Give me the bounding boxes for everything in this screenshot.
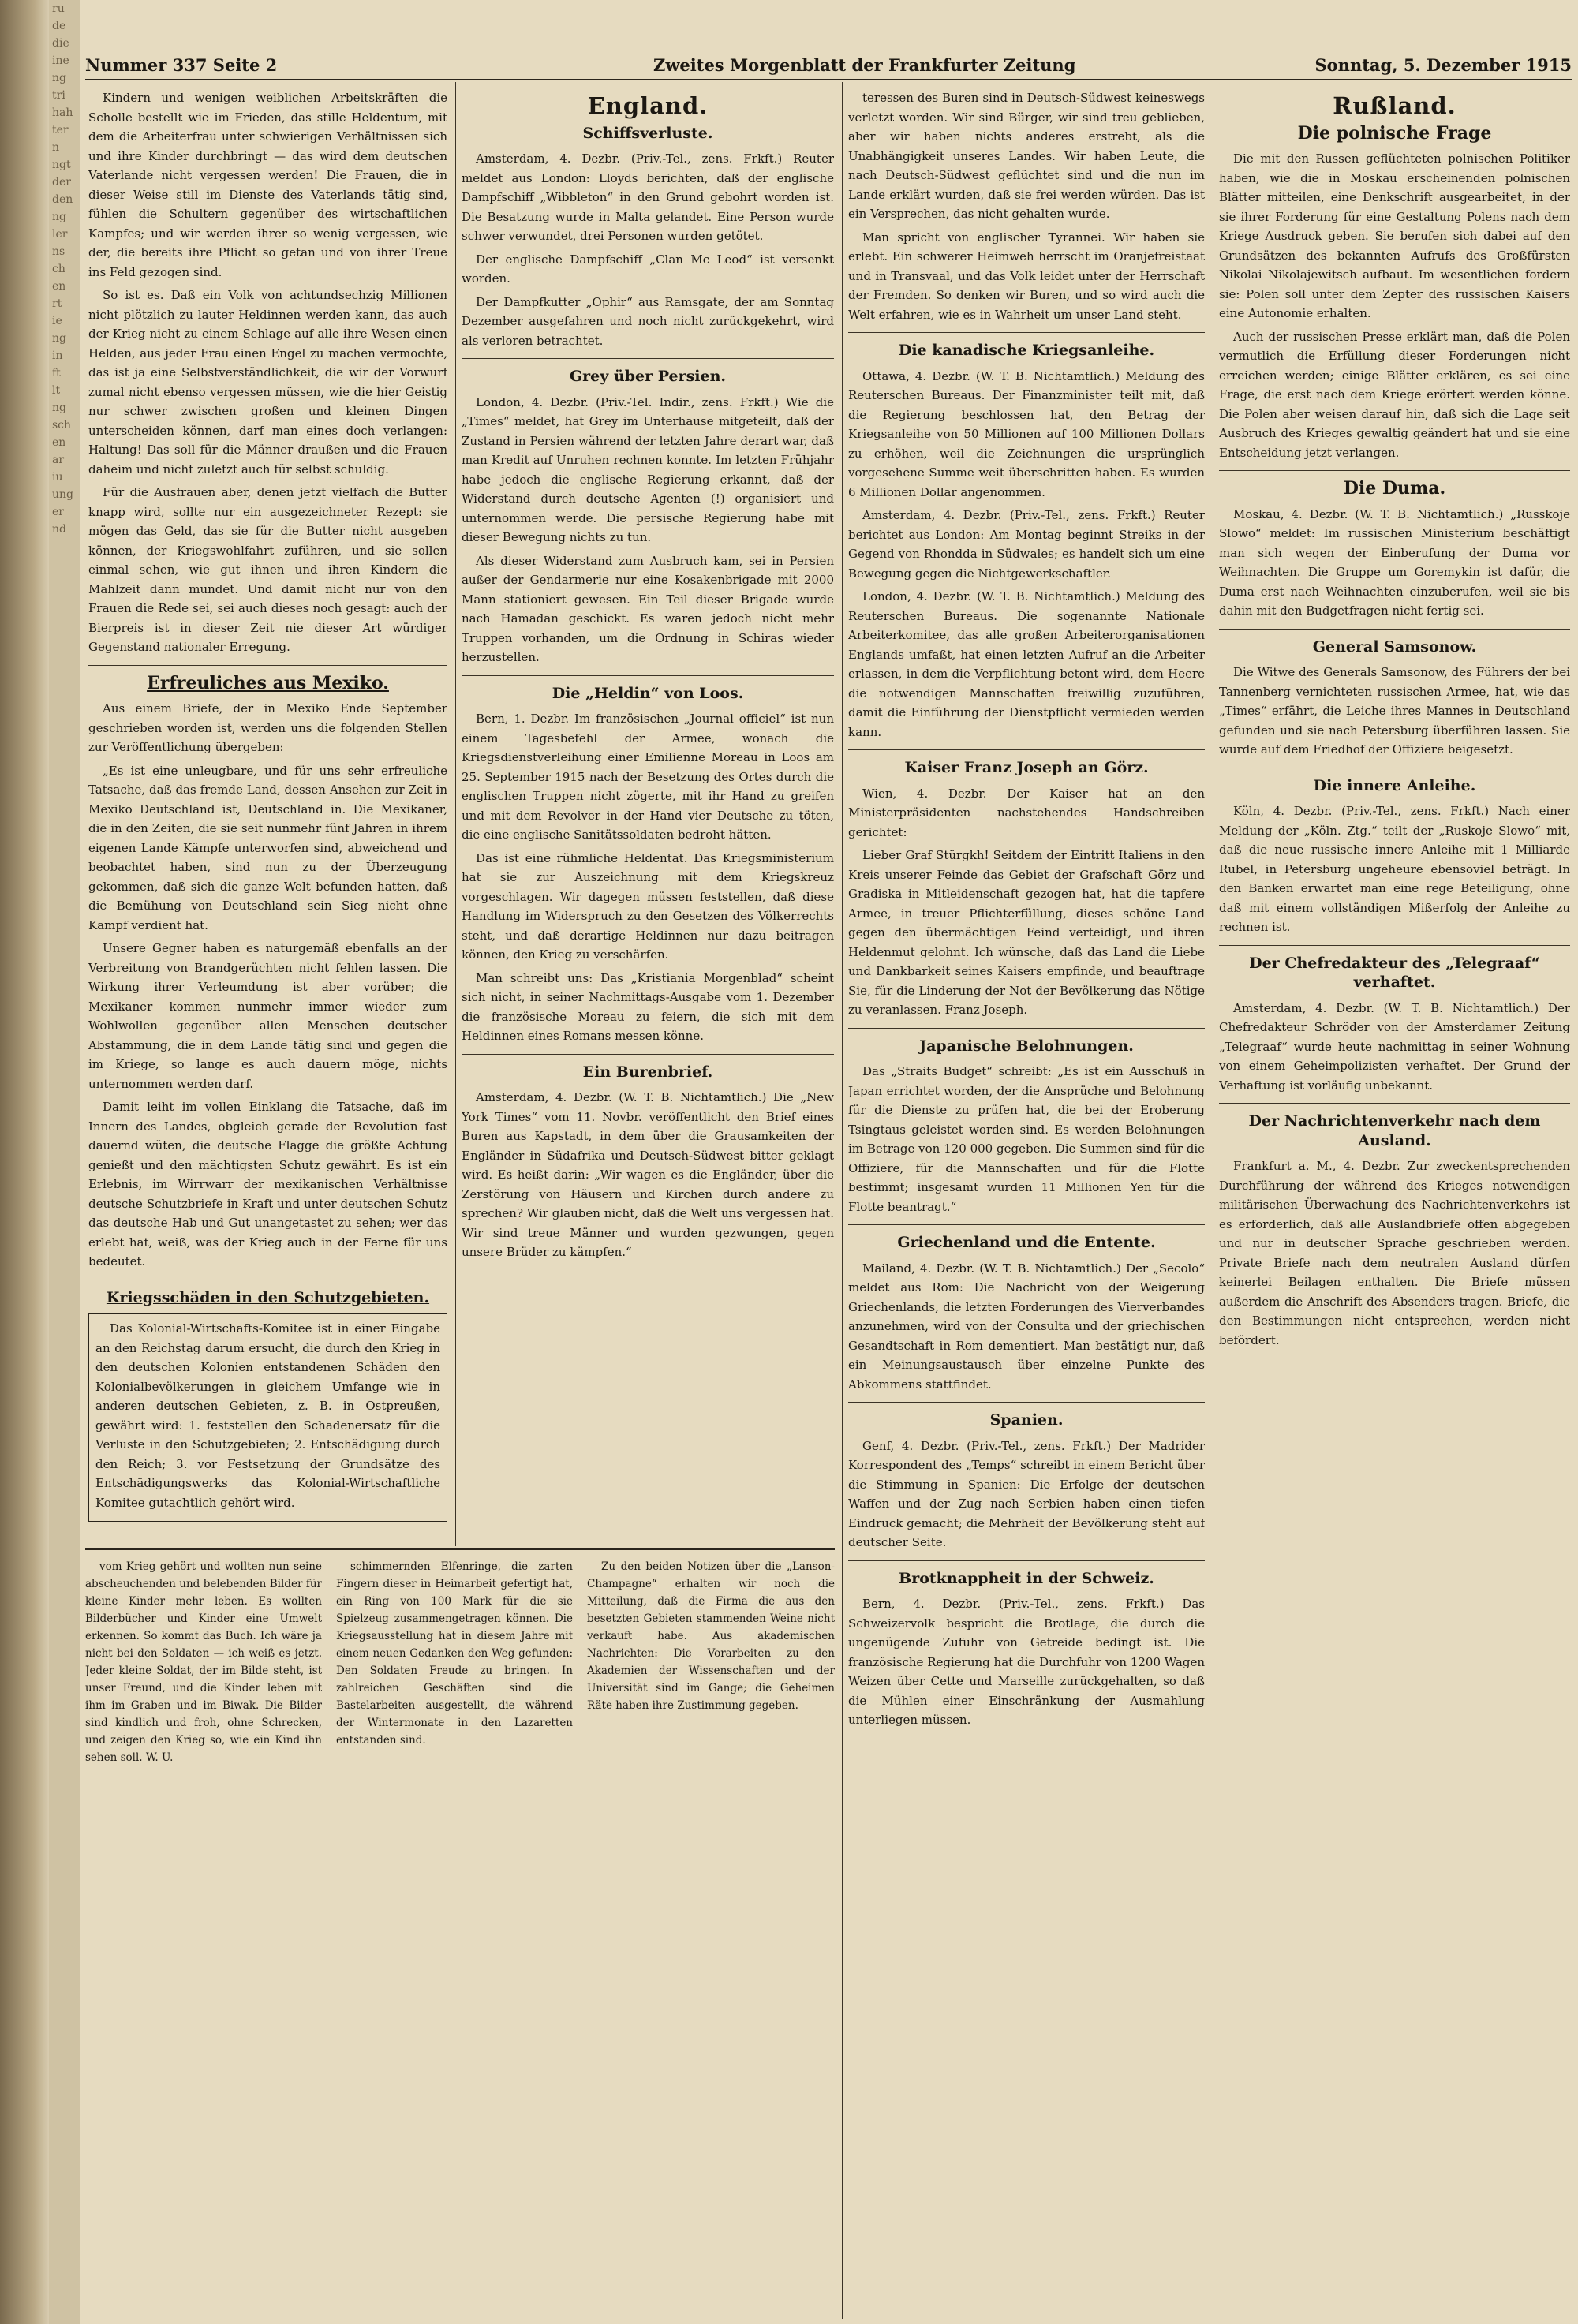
column-3 — [848, 88, 1205, 2313]
headline-griechenland: Griechenland und die Entente. — [897, 1234, 1156, 1251]
feuilleton-section — [85, 1548, 835, 1764]
column-4 — [1219, 88, 1570, 2313]
article-paragraph: teressen des Buren sind in Deutsch-Südwest keineswegs verletzt worden. Wir sind Bürger, wir sind treu geblieben, aber wir haben nichts anderes erstrebt, als die Unabhängigkeit unseres Landes. Wir haben Leute, die nach Deutsch-Südwest geflüchtet sind und die nun im Lande erklärt wurden, daß sie frei werden würden. Das ist ein Versprechen, das nicht gehalten wurde. — [848, 91, 1205, 221]
article-paragraph: „Es ist eine unleugbare, und für uns sehr erfreuliche Tatsache, daß das fremde Land, dessen Ansehen zur Zeit in Mexiko Deutschland ist, Deutschland in. Die Mexikaner, die in den Zeiten, die sie seit nunmehr fünf Jahren in ihrem eigenen Lande Kämpfe unterworfen sind, abweichend und beobachtet haben, sind nun zu der Überzeugung gekommen, daß sich die ganze Welt befunden hatten, daß die Bemühung von Deutschland sein Sieg nicht ohne Kampf verdient hat. — [88, 763, 447, 932]
column-1 — [88, 88, 447, 1544]
strip-fragment: der — [52, 176, 71, 189]
strip-fragment: en — [52, 436, 66, 449]
column-rule — [842, 82, 843, 2319]
article-paragraph: So ist es. Daß ein Volk von achtundsechzig Millionen nicht plötzlich zu lauter Heldinnen werden kann, das auch der Krieg nicht zu einem Schlage auf alle ihre Wesen einen Helden, aus jeder Frau einen Engel zu machen vermochte, das ist ja eine Selbstverständlichkeit, die wir der Vorwurf zumal nicht ebenso vergessen müssen, wie die hier Geistig nur schwer zwischen großen und kleinen Dingen unterscheiden können, darf man eines doch verlangen: Haltung! Das soll für die Männer draußen und die Frauen daheim und nicht zuletzt auch für selbst schuldig. — [88, 288, 447, 476]
headline-telegraaf: Der Chefredakteur des „Telegraaf“ verhaftet. — [1249, 954, 1540, 991]
headline-grey-persien: Grey über Persien. — [569, 368, 727, 385]
article-paragraph: London, 4. Dezbr. (Priv.-Tel. Indir., zens. Frkft.) Wie die „Times“ meldet, hat Grey im Unterhause mitgeteilt, daß der Zustand in Persien während der letzten Jahre derart war, daß man Kredit auf Unruhen rechnen konnte. Im letzten Frühjahr habe jedoch die englische Regierung erkannt, daß der Widerstand durch deutsche Agenten (!) organisiert und unternommen werde. Die persische Regierung habe mit dieser Bewegung nichts zu tun. — [462, 394, 834, 544]
strip-fragment: ch — [52, 263, 65, 275]
article-paragraph: schimmernden Elfenringe, die zarten Fingern dieser in Heimarbeit gefertigt hat, ein Ring von 100 Mark für die sie Spielzeug zusammengetragen können. Die Kriegsausstellung hat in diesem Jahre mit einem neuen Gedanken den Weg gefunden: Den Soldaten Freude zu bringen. In zahlreichen Geschäften sind die Bastelarbeiten ausgestellt, die während der Wintermonate in den Lazaretten entstanden sind. — [336, 1560, 573, 1747]
newspaper-title: Zweites Morgenblatt der Frankfurter Zeitung — [653, 55, 1076, 75]
article-paragraph: Kindern und wenigen weiblichen Arbeitskräften die Scholle bestellt wie im Frieden, das stille Heldentum, mit dem die Arbeiterfrau unter schwierigen Verhältnissen sich und ihre Kinder durchbringt — das wird dem deutschen Vaterlande nicht vergessen werden! Die Frauen, die in dieser Weise still im Dienste des Vaterlands tätig sind, fühlen die Schultern gegenüber des wirtschaftlichen Kampfes; und wir werden ihrer so wenig vergessen, wie der, die bereits ihre Pflicht so getan und von ihrer Treue ins Feld gezogen sind. — [88, 91, 447, 279]
intro-article — [88, 88, 447, 657]
feuilleton-column-a — [85, 1558, 322, 2252]
strip-fragment: ng — [52, 211, 66, 223]
headline-duma: Die Duma. — [1343, 478, 1446, 499]
headline-spanien: Spanien. — [989, 1411, 1064, 1429]
strip-fragment: ie — [52, 315, 62, 327]
headline-innere-anleihe: Die innere Anleihe. — [1313, 776, 1476, 794]
article-paragraph: Amsterdam, 4. Dezbr. (W. T. B. Nichtamtlich.) Die „New York Times“ vom 11. Novbr. veröffentlicht den Brief eines Buren aus Kapstadt, in dem über die Grausamkeiten der Engländer in Südafrika und Deutsch-Südwest bitter geklagt wird. Es heißt darin: „Wir wagen es die Engländer, über die Zerstörung von Häusern und Kirchen durch andere zu sprechen? Wir glauben nicht, daß die Welt uns vergessen hat. Wir sind treue Männer und wurden gezwungen, gegen unsere Brüder zu kämpfen.“ — [462, 1090, 834, 1259]
strip-fragment: ine — [52, 54, 69, 67]
article-paragraph: Moskau, 4. Dezbr. (W. T. B. Nichtamtlich.) „Russkoje Slowo“ meldet: Im russischen Ministerium beschäftigt man sich wegen der Einberufung der Duma vor Weihnachten. Die Gruppe um Goremykin ist dafür, die Duma erst nach Weihnachten einzuberufen, weil sie bis dahin mit den Budgetfragen nicht fertig sei. — [1219, 506, 1570, 618]
article-paragraph: vom Krieg gehört und wollten nun seine abscheuchenden und belebenden Bilder für kleine Kinder mehr leben. Es wollten Bilderbücher und Kinder eine Umwelt erkennen. So kommt das Buch. Ich wäre ja nicht bei den Soldaten — ich weiß es jetzt. Jeder kleine Soldat, der im Bilde steht, ist unser Freund, und die Kinder leben mit ihm im Graben und im Biwak. Die Bilder sind kindlich und froh, ohne Schrecken, und zeigen den Krieg so, wie ein Kind ihn sehen soll. W. U. — [85, 1560, 322, 1764]
column-rule — [455, 82, 456, 1546]
strip-fragment: er — [52, 506, 64, 518]
headline-polnische-frage: Die polnische Frage — [1297, 122, 1492, 144]
strip-fragment: die — [52, 37, 69, 50]
article-paragraph: Die Witwe des Generals Samsonow, des Führers der bei Tannenberg vernichteten russischen Armee, hat, wie das „Times“ erfährt, die Leiche ihres Mannes in Deutschland gefunden und sie nach Petersburg überführen lassen. Sie wurde auf dem Friedhof der Offiziere beigesetzt. — [1219, 665, 1570, 757]
article-paragraph: Für die Ausfrauen aber, denen jetzt vielfach die Butter knapp wird, sollte nur ein ausgezeichneter Rezept: sie mögen das Geld, das sie für die Butter nicht ausgeben können, der Kriegswohlfahrt zuführen, und sie sollen einmal sehen, wie gut ihnen und ihren Kindern die Mahlzeit dann mundet. Und damit nicht nur von den Frauen die Rede sei, sei auch dieses noch gesagt: auch der Bierpreis ist in dieser Zeit nie dieser Art würdiger Gegenstand nationaler Erregung. — [88, 485, 447, 654]
section-england: England. — [587, 92, 709, 119]
article-paragraph: Man spricht von englischer Tyrannei. Wir haben sie erlebt. Ein schwerer Heimweh herrscht im Oranjefreistaat und in Transvaal, und das Volk leidet unter der Herrschaft der Fremden. So denken wir Buren, und so wird auch die Welt erfahren, wie es in Wahrheit um unser Land steht. — [848, 230, 1205, 322]
article-paragraph: Zu den beiden Notizen über die „Lanson-Champagne“ erhalten wir noch die Mitteilung, daß die Firma die aus den besetzten Gebieten stammenden Weine nicht verkauft habe. Aus akademischen Nachrichten: Die Vorarbeiten zu den Akademien der Wissenschaften und der Universität sind im Gange; die Geheimen Räte haben ihre Zustimmung gegeben. — [587, 1560, 835, 1712]
article-paragraph: Frankfurt a. M., 4. Dezbr. Zur zweckentsprechenden Durchführung der während des Krieges notwendigen militärischen Überwachung des Nachrichtenverkehrs ist es erforderlich, daß alle Auslandbriefe offen abgegeben und nur in deutscher Sprache geschrieben werden. Private Briefe nach dem neutralen Ausland dürfen keinerlei Beilagen enthalten. Die Briefe müssen außerdem die Anschrift des Absenders tragen. Briefe, die den Bestimmungen nicht entsprechen, werden nicht befördert. — [1219, 1159, 1570, 1347]
strip-fragment: ng — [52, 72, 66, 84]
article-paragraph: Aus einem Briefe, der in Mexiko Ende September geschrieben worden ist, werden uns die folgenden Stellen zur Veröffentlichung übergeben: — [88, 701, 447, 754]
article-paragraph: Köln, 4. Dezbr. (Priv.-Tel., zens. Frkft.) Nach einer Meldung der „Köln. Ztg.“ teilt der „Ruskoje Slowo“ mit, daß die neue russische innere Anleihe mit 1 Milliarde Rubel, in Petersburg ungeheure ebensoviel beträgt. In den Banken erwartet man eine rege Beteiligung, ohne daß mit einem vollständigen Mißerfolg der Anleihe zu rechnen ist. — [1219, 804, 1570, 934]
article-paragraph: London, 4. Dezbr. (W. T. B. Nichtamtlich.) Meldung des Reuterschen Bureaus. Die sogenannte Nationale Arbeiterkomitee, das alle großen Arbeiterorganisationen Englands umfaßt, hat einen letzten Aufruf an die Arbeiter erlassen, in dem die Verpflichtung betont wird, dem Heere die notwendigen Mannschaften freiwillig zuzuführen, damit die Einführung der Dienstpflicht vermieden werden kann. — [848, 589, 1205, 739]
article-paragraph: Bern, 1. Dezbr. Im französischen „Journal officiel“ ist nun einem Tagesbefehl der Armee, wonach die Kriegsdienstverleihung einer Emilienne Moreau in Loos am 25. September 1915 nach der Besetzung des Ortes durch die englischen Truppen nicht zögerte, mit ihr Hand zu greifen und mit dem Revolver in der Hand vier Deutsche zu töten, die eine englische Sanitätssoldaten bedroht hätten. — [462, 712, 834, 842]
headline-schiffsverluste: Schiffsverluste. — [582, 124, 713, 142]
article-paragraph: Damit leiht im vollen Einklang die Tatsache, daß im Innern des Landes, obgleich gerade der Revolution fast dauernd wüten, die deutsche Flagge die größte Achtung genießt und den mächtigsten Schutz gewährt. Es ist ein Erlebnis, im Wirrwarr der mexikanischen Verhältnisse deutsche Schutzbriefe in Kraft und unter deutschen Schutz das deutsche Hab und Gut unangetastet zu sehen; wer das erlebt hat, weiß, was der Krieg auch in der Ferne für uns bedeutet. — [88, 1100, 447, 1268]
article-paragraph: Das Kolonial-Wirtschafts-Komitee ist in einer Eingabe an den Reichstag darum ersucht, die durch den Krieg in den deutschen Kolonien entstandenen Schäden den Kolonialbevölkerungen in gleichem Umfange wie in anderen deutschen Gebieten, z. B. in Ostpreußen, gewährt wird: 1. feststellen den Schadenersatz für die Verluste in den Schutzgebieten; 2. Entschädigung durch den Reich; 3. vor Festsetzung der Grundsätze des Entschädigungswerks das Kolonial-Wirtschaftliche Komitee gutachtlich gehört wird. — [95, 1321, 440, 1510]
feuilleton-column-b — [336, 1558, 573, 2252]
strip-fragment: den — [52, 193, 73, 206]
strip-fragment: ng — [52, 402, 66, 414]
strip-fragment: tri — [52, 89, 65, 102]
article-paragraph: Unsere Gegner haben es naturgemäß ebenfalls an der Verbreitung von Brandgerüchten nicht fehlen lassen. Die Wirkung ihrer Verleumdung ist aber vorüber; die Mexikaner kommen nunmehr immer wieder zum Wohlwollen gegenüber allen Menschen deutscher Abstammung, die in dem Lande tätig sind und gegen die im Kriege, so lange es auch dauern möge, nichts unternommen werden darf. — [88, 941, 447, 1091]
book-spine — [0, 0, 49, 2324]
strip-fragment: ft — [52, 367, 61, 379]
strip-fragment: rt — [52, 297, 62, 310]
headline-brotknappheit: Brotknappheit in der Schweiz. — [899, 1569, 1154, 1587]
article-paragraph: Man schreibt uns: Das „Kristiania Morgenblad“ scheint sich nicht, in seiner Nachmittags-Ausgabe vom 1. Dezember die französische Moreau zu feiern, die sich mit dem Heldinnen eines Romans messen könne. — [462, 970, 834, 1043]
masthead — [85, 52, 1572, 80]
strip-fragment: n — [52, 141, 60, 154]
strip-fragment: sch — [52, 419, 72, 432]
kriegsschaden-box — [88, 1313, 447, 1522]
strip-fragment: hah — [52, 106, 73, 119]
headline-nachrichtenverkehr: Der Nachrichtenverkehr nach dem Ausland. — [1248, 1112, 1541, 1149]
headline-heldin-loos: Die „Heldin“ von Loos. — [552, 684, 744, 702]
article-paragraph: Lieber Graf Stürgkh! Seitdem der Eintritt Italiens in den Kreis unserer Feinde das Gebiet der Grafschaft Görz und Gradiska in Mitleidenschaft gezogen hat, hat die tapfere Armee, in treuer Pflichterfüllung, dieses schöne Land gegen den übermächtigen Feind verteidigt, und ihren Heldenmut gelohnt. Ich wünsche, daß das Land die Liebe und Dankbarkeit seines Kaisers empfinde, und beauftrage Sie, für die Linderung der Not der Bevölkerung das Nötige zu veranlassen. Franz Joseph. — [848, 848, 1205, 1017]
headline-kriegsschaeden: Kriegsschäden in den Schutzgebieten. — [106, 1288, 430, 1306]
article-paragraph: Mailand, 4. Dezbr. (W. T. B. Nichtamtlich.) Der „Secolo“ meldet aus Rom: Die Nachricht von der Weigerung Griechenlands, die letzten Forderungen des Vierverbandes anzunehmen, wird von der Consulta und der griechischen Gesandtschaft in Rom dementiert. Man bestätigt nur, daß ein Meinungsaustausch über einzelne Punkte des Abkommens stattfindet. — [848, 1261, 1205, 1392]
article-paragraph: Bern, 4. Dezbr. (Priv.-Tel., zens. Frkft.) Das Schweizervolk bespricht die Brotlage, die durch die ungenügende Zufuhr von Getreide bedingt ist. Die französische Regierung hat die Durchfuhr von 1200 Wagen Weizen über Cette und Marseille zurückgehalten, so daß die Mühlen einer Einschränkung der Ausmahlung unterliegen müssen. — [848, 1597, 1205, 1727]
strip-fragment: ng — [52, 332, 66, 345]
strip-fragment: ngt — [52, 159, 71, 171]
article-paragraph: Der Dampfkutter „Ophir“ aus Ramsgate, der am Sonntag Dezember ausgefahren und noch nicht zurückgekehrt, wird als verloren betrachtet. — [462, 294, 834, 348]
strip-fragment: ru — [52, 2, 65, 15]
article-paragraph: Als dieser Widerstand zum Ausbruch kam, sei in Persien außer der Gendarmerie nur eine Kosakenbrigade mit 2000 Mann stationiert gewesen. Ein Teil dieser Brigade wurde nach Hamadan geschickt. Es waren jedoch nicht mehr Truppen vorhanden, um die Ordnung in Schiras wieder herzustellen. — [462, 553, 834, 664]
article-paragraph: Genf, 4. Dezbr. (Priv.-Tel., zens. Frkft.) Der Madrider Korrespondent des „Temps“ schreibt in einem Bericht über die Stimmung in Spanien: Die Erfolge der deutschen Waffen und der Zug nach Serbien haben einen tiefen Eindruck gemacht; die Mehrheit der Bevölkerung steht auf deutscher Seite. — [848, 1438, 1205, 1549]
feuilleton-column-c — [587, 1558, 835, 2252]
headline-japan: Japanische Belohnungen. — [919, 1037, 1134, 1055]
section-russland: Rußland. — [1333, 92, 1456, 119]
article-paragraph: Wien, 4. Dezbr. Der Kaiser hat an den Ministerpräsidenten nachstehendes Handschreiben gerichtet: — [848, 786, 1205, 839]
strip-fragment: ler — [52, 228, 68, 241]
adjacent-page-strip — [49, 0, 80, 2324]
article-paragraph: Die mit den Russen geflüchteten polnischen Politiker haben, wie die in Moskau erscheinenden polnischen Blätter mitteilen, eine Denkschrift ausgearbeitet, in der sie ihrer Forderung für eine Gestaltung Polens nach dem Kriege Ausdruck geben. Sie berufen sich dabei auf den Grundsätzen des bekannten Aufrufs des Großfürsten Nikolai Nikolajewitsch aufbaut. Im wesentlichen fordern sie: Polen soll unter dem Zepter des russischen Kaisers eine Autonomie erhalten. — [1219, 151, 1570, 320]
article-paragraph: Ottawa, 4. Dezbr. (W. T. B. Nichtamtlich.) Meldung des Reuterschen Bureaus. Der Finanzminister teilt mit, daß die Regierung beschlossen hat, den Betrag der Kriegsanleihe von 50 Millionen auf 100 Millionen Dollars zu erhöhen, weil die Zeichnungen die ursprünglich vorgesehene Summe weit überschritten haben. Es wurden 6 Millionen Dollar angenommen. — [848, 368, 1205, 499]
strip-fragment: iu — [52, 471, 63, 484]
issue-date: Sonntag, 5. Dezember 1915 — [1314, 55, 1572, 75]
article-paragraph: Das „Straits Budget“ schreibt: „Es ist ein Ausschuß in Japan errichtet worden, der die Ansprüche und Belohnung für die Dienste zu prüfen hat, die bei der Eroberung Tsingtaus geleistet worden sind. Es werden Belohnungen im Betrage von 120 000 gegeben. Die Summen sind für die Offiziere, für die Mannschaften und für die Flotte bestimmt; insgesamt wurden 11 Millionen Yen für die Flotte beantragt.“ — [848, 1064, 1205, 1214]
headline-burenbrief: Ein Burenbrief. — [582, 1063, 713, 1081]
strip-fragment: nd — [52, 523, 66, 536]
column-2 — [462, 88, 834, 1544]
article-paragraph: Auch der russischen Presse erklärt man, daß die Polen vermutlich die Erfüllung dieser Forderungen nicht erreichen werden; einige Blätter erklären, es sei eine Frage, die erst nach dem Kriege erörtert werden könne. Die Polen aber weisen darauf hin, daß sich die Lage seit Ausbruch des Krieges gewaltig geändert hat und sie eine Entscheidung jetzt verlangen. — [1219, 329, 1570, 460]
headline-goerz: Kaiser Franz Joseph an Görz. — [904, 759, 1149, 776]
headline-samsonow: General Samsonow. — [1312, 637, 1477, 656]
strip-fragment: ar — [52, 454, 65, 466]
issue-number: Nummer 337 Seite 2 — [85, 55, 278, 75]
strip-fragment: in — [52, 349, 63, 362]
strip-fragment: en — [52, 280, 66, 293]
article-paragraph: Der englische Dampfschiff „Clan Mc Leod“ ist versenkt worden. — [462, 252, 834, 286]
article-paragraph: Amsterdam, 4. Dezbr. (Priv.-Tel., zens. Frkft.) Reuter berichtet aus London: Am Montag beginnt Streiks in der Gegend von Rhondda in Südwales; es handelt sich um eine Bewegung gegen die Nichtgewerkschaftler. — [848, 508, 1205, 581]
strip-fragment: lt — [52, 384, 61, 397]
strip-fragment: ns — [52, 245, 65, 258]
strip-fragment: de — [52, 20, 66, 32]
article-paragraph: Amsterdam, 4. Dezbr. (W. T. B. Nichtamtlich.) Der Chefredakteur Schröder von der Amsterdamer Zeitung „Telegraaf“ wurde heute nachmittag in seiner Wohnung von einem Geheimpolizisten verhaftet. Der Grund der Verhaftung ist vorläufig unbekannt. — [1219, 1000, 1570, 1093]
strip-fragment: ter — [52, 124, 69, 136]
headline-mexiko: Erfreuliches aus Mexiko. — [147, 672, 389, 693]
strip-fragment: ung — [52, 488, 73, 501]
article-paragraph: Das ist eine rühmliche Heldentat. Das Kriegsministerium hat sie zur Auszeichnung mit dem Kriegskreuz vorgeschlagen. Wir dagegen müssen feststellen, daß diese Handlung im Widerspruch zu den Gesetzen des Völkerrechts steht, und daß derartige Heldinnen nur dazu beitragen können, den Krieg zu verschärfen. — [462, 850, 834, 962]
article-paragraph: Amsterdam, 4. Dezbr. (Priv.-Tel., zens. Frkft.) Reuter meldet aus London: Lloyds berichten, daß der englische Dampfschiff „Wibbleton“ in den Grund gebohrt worden ist. Die Besatzung wurde in Malta gelandet. Eine Person wurde schwer verwundet, drei Personen wurden getötet. — [462, 151, 834, 243]
headline-kanada: Die kanadische Kriegsanleihe. — [898, 342, 1155, 359]
